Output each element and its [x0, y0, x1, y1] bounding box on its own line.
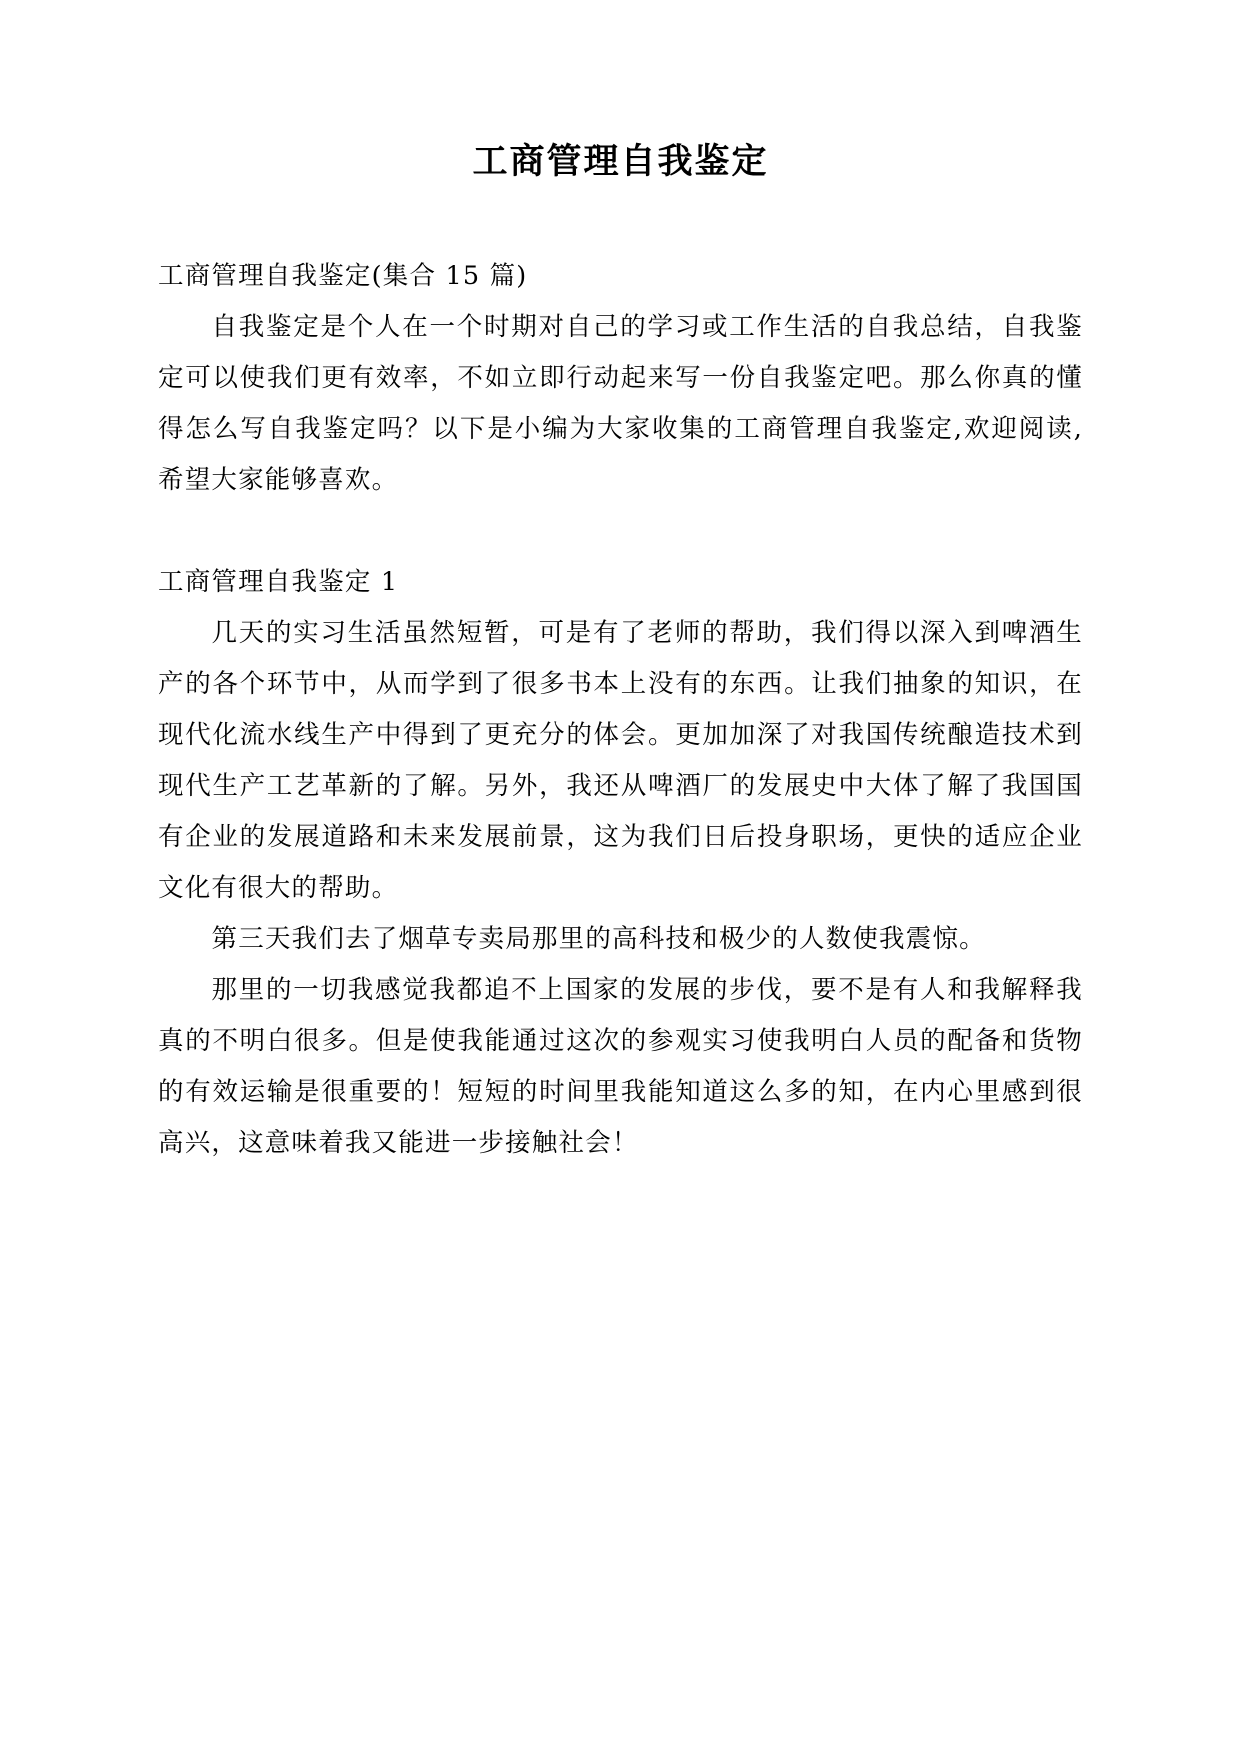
paragraph-body-1: 几天的实习生活虽然短暂，可是有了老师的帮助，我们得以深入到啤酒生产的各个环节中，从而学到了很多书本上没有的东西。让我们抽象的知识，在现代化流水线生产中得到了更充分的体会。更加加深了对我国传统酿造技术到现代生产工艺革新的了解。另外，我还从啤酒厂的发展史中大体了解了我国国有企业的发展道路和未来发展前景，这为我们日后投身职场，更快的适应企业文化有很大的帮助。	[158, 617, 1083, 903]
page-title: 工商管理自我鉴定	[472, 142, 769, 182]
paragraph-body-3: 那里的一切我感觉我都追不上国家的发展的步伐，要不是有人和我解释我真的不明白很多。但是使我能通过这次的参观实习使我明白人员的配备和货物的有效运输是很重要的！短短的时间里我能知道这么多的知，在内心里感到很高兴，这意味着我又能进一步接触社会！	[158, 974, 1083, 1158]
paragraph-body-2: 第三天我们去了烟草专卖局那里的高科技和极少的人数使我震惊。	[211, 923, 986, 954]
paragraph-intro: 自我鉴定是个人在一个时期对自己的学习或工作生活的自我总结，自我鉴定可以使我们更有效率，不如立即行动起来写一份自我鉴定吧。那么你真的懂得怎么写自我鉴定吗？以下是小编为大家收集的工商管理自我鉴定,欢迎阅读,希望大家能够喜欢。	[158, 311, 1083, 495]
paragraph-section-heading-1: 工商管理自我鉴定 1	[158, 566, 399, 597]
document-body	[158, 251, 1083, 1169]
paragraph-spacer	[158, 506, 1083, 557]
paragraph-heading-collection: 工商管理自我鉴定(集合 15 篇)	[158, 260, 528, 291]
